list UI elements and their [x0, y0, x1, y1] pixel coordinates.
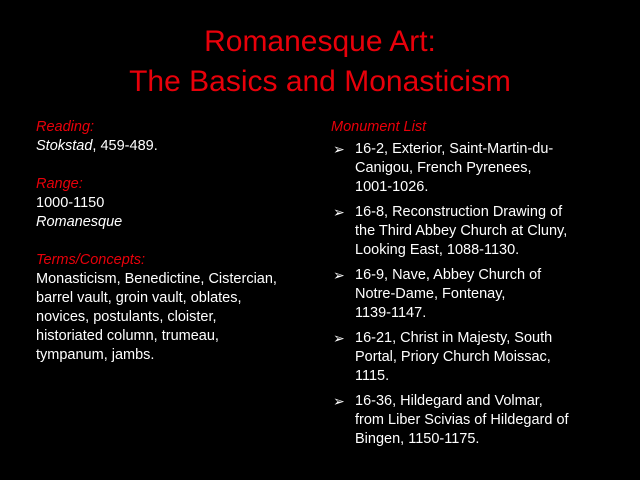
- monument-line: the Third Abbey Church at Cluny,: [355, 223, 568, 239]
- monument-line: Portal, Priory Church Moissac,: [355, 349, 551, 365]
- monument-line: 1001-1026.: [355, 179, 429, 195]
- monument-line: 1115.: [355, 368, 390, 384]
- monument-line: Looking East, 1088-1130.: [355, 242, 520, 258]
- monument-line: Canigou, French Pyrenees,: [355, 160, 532, 176]
- monument-list-label: Monument List: [331, 119, 427, 135]
- monument-line: 16-36, Hildegard and Volmar,: [355, 393, 543, 409]
- monument-line: 16-9, Nave, Abbey Church of: [355, 267, 542, 283]
- terms-line: barrel vault, groin vault, oblates,: [36, 290, 242, 306]
- monument-line: Bingen, 1150-1175.: [355, 431, 480, 447]
- arrow-bullet-icon: ➢: [333, 393, 345, 409]
- title-line-1: Romanesque Art:: [204, 25, 436, 58]
- monument-item: [331, 392, 621, 449]
- monument-item: [331, 329, 621, 386]
- terms-line: tympanum, jambs.: [36, 347, 155, 363]
- monument-item: [331, 140, 621, 197]
- terms-line: historiated column, trumeau,: [36, 328, 219, 344]
- reading-author: Stokstad: [36, 138, 93, 154]
- terms-line: novices, postulants, cloister,: [36, 309, 217, 325]
- monument-item: [331, 203, 621, 260]
- reading-pages: , 459-489.: [92, 138, 158, 154]
- monument-line: 16-2, Exterior, Saint-Martin-du-: [355, 141, 554, 157]
- arrow-bullet-icon: ➢: [333, 141, 345, 157]
- title-line-2: The Basics and Monasticism: [129, 65, 511, 98]
- reading-citation: [36, 137, 326, 156]
- left-column: [36, 118, 326, 365]
- range-label: Range:: [36, 176, 83, 192]
- range-years: 1000-1150: [36, 195, 105, 211]
- arrow-bullet-icon: ➢: [333, 330, 345, 346]
- right-column: [331, 118, 621, 455]
- arrow-bullet-icon: ➢: [333, 267, 345, 283]
- monument-line: 1139-1147.: [355, 305, 427, 321]
- monument-line: from Liber Scivias of Hildegard of: [355, 412, 569, 428]
- reading-label: Reading:: [36, 119, 95, 135]
- monument-line: Notre-Dame, Fontenay,: [355, 286, 506, 302]
- terms-label: Terms/Concepts:: [36, 252, 146, 268]
- monument-line: 16-21, Christ in Majesty, South: [355, 330, 553, 346]
- terms-text: [36, 270, 326, 365]
- monument-line: 16-8, Reconstruction Drawing of: [355, 204, 563, 220]
- terms-line: Monasticism, Benedictine, Cistercian,: [36, 271, 277, 287]
- monument-list: [331, 140, 621, 449]
- slide-title: [0, 22, 640, 102]
- range-period: Romanesque: [36, 214, 123, 230]
- monument-item: [331, 266, 621, 323]
- arrow-bullet-icon: ➢: [333, 204, 345, 220]
